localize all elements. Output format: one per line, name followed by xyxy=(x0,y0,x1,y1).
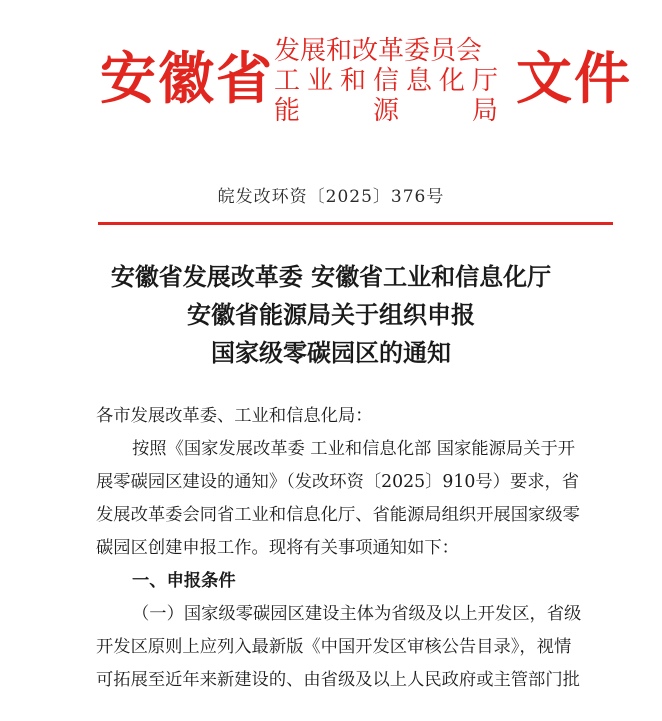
issuing-agencies xyxy=(274,36,498,126)
title-line: 安徽省能源局关于组织申报 xyxy=(187,301,475,329)
red-divider xyxy=(98,222,613,225)
agency-char: 信 xyxy=(372,66,399,96)
agency-char: 源 xyxy=(372,96,399,126)
agency-char: 能 xyxy=(274,96,301,126)
document-title xyxy=(0,258,662,372)
section-heading: 一、申报条件 xyxy=(132,571,236,591)
body-line: 展零碳园区建设的通知》（发改环资〔2025〕910号）要求，省 xyxy=(96,472,580,492)
salutation: 各市发展改革委、工业和信息化局： xyxy=(96,406,373,426)
body-line: 发展改革委会同省工业和信息化厅、省能源局组织开展国家级零 xyxy=(96,505,580,525)
agency-char: 工 xyxy=(274,66,301,96)
issuer-province: 安徽省 xyxy=(100,47,274,112)
agency-char: 和 xyxy=(339,66,366,96)
body-line: 开发区原则上应列入最新版《中国开发区审核公告目录》，视情 xyxy=(96,637,572,657)
document-number: 皖发改环资〔2025〕376号 xyxy=(217,187,445,207)
agency-char: 局 xyxy=(471,96,498,126)
body-line: 可拓展至近年来新建设的、由省级及以上人民政府或主管部门批 xyxy=(96,670,580,690)
body-line: 碳园区创建申报工作。现将有关事项通知如下： xyxy=(96,538,459,558)
document-type-label: 文件 xyxy=(516,47,632,112)
agency-char: 息 xyxy=(405,66,432,96)
agency-line-1 xyxy=(274,36,498,66)
agency-char: 化 xyxy=(438,66,465,96)
agency-line-2 xyxy=(274,66,498,96)
body-line: （一）国家级零碳园区建设主体为省级及以上开发区，省级 xyxy=(132,604,582,624)
agency-char: 厅 xyxy=(471,66,498,96)
agency-char: 业 xyxy=(306,66,333,96)
agency-line-3 xyxy=(274,96,498,126)
title-line: 安徽省发展改革委 安徽省工业和信息化厅 xyxy=(110,263,552,291)
body-line: 按照《国家发展改革委 工业和信息化部 国家能源局关于开 xyxy=(132,439,576,459)
agency-name: 发展和改革委员会 xyxy=(274,36,483,66)
document-header xyxy=(0,0,662,150)
document-body xyxy=(96,400,614,697)
title-line: 国家级零碳园区的通知 xyxy=(211,339,451,367)
